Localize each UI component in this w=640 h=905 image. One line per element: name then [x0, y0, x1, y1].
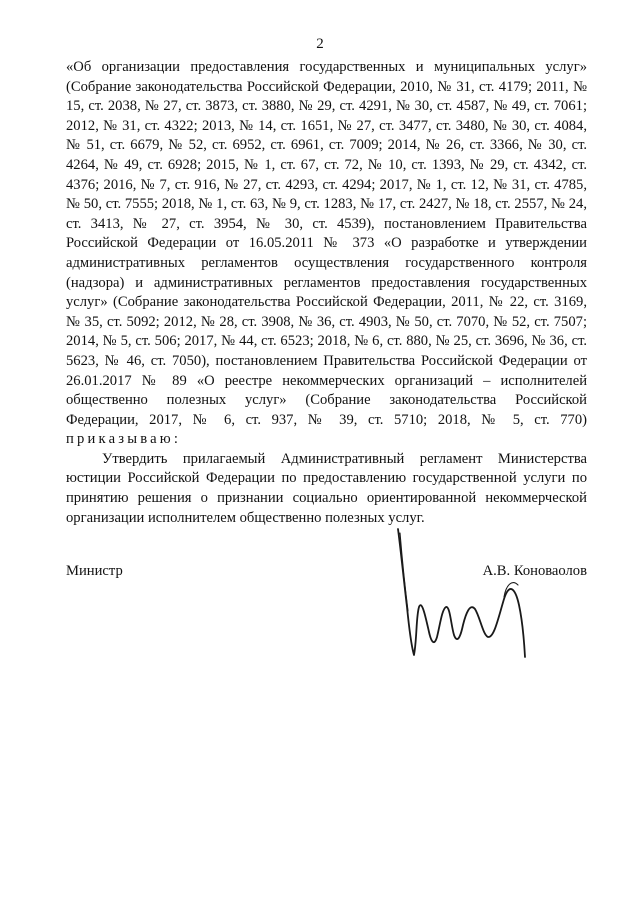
document-body: [66, 58, 587, 528]
signatory-name: А.В. Коноваолов: [482, 563, 587, 579]
legal-references-paragraph: [66, 58, 587, 450]
approval-paragraph: Утвердить прилагаемый Административный регламент Министерства юстиции Российской Федерации по предоставлению государственной услуги по принятию решения о признании социально ориентированной некоммерческой организации исполнителем общественно полезных услуг.: [66, 450, 587, 526]
page-number: 2: [316, 36, 324, 52]
signatory-title: Министр: [66, 563, 123, 579]
legal-references-text: «Об организации предоставления государственных и муниципальных услуг» (Собрание законодательства Российской Федерации, 2010, № 31, ст. 4179; 2011, № 15, ст. 2038, № 27, ст. 3873, ст. 3880, № 29, ст. 4291, № 30, ст. 4587, № 49, ст. 7061; 2012, № 31, ст. 4322; 2013, № 14, ст. 1651, № 27, ст. 3477, ст. 3480, № 30, ст. 4084, № 51, ст. 6679, № 52, ст. 6952, ст. 6961, ст. 7009; 2014, № 26, ст. 3366, № 30, ст. 4264, № 49, ст. 6928; 2015, № 1, ст. 67, ст. 72, № 10, ст. 1393, № 29, ст. 4342, ст. 4376; 2016, № 7, ст. 916, № 27, ст. 4293, ст. 4294; 2017, № 1, ст. 12, № 31, ст. 4785, № 50, ст. 7555; 2018, № 1, ст. 63, № 9, ст. 1283, № 17, ст. 2427, № 18, ст. 2557, № 24, ст. 3413, № 27, ст. 3954, № 30, ст. 4539), постановлением Правительства Российской Федерации от 16.05.2011 № 373 «О разработке и утверждении административных регламентов осуществления государственного контроля (надзора) и административных регламентов предоставления государственных услуг» (Собрание законодательства Российской Федерации, 2011, № 22, ст. 3169, № 35, ст. 5092; 2012, № 28, ст. 3908, № 36, ст. 4903, № 50, ст. 7070, № 52, ст. 7507; 2014, № 5, ст. 506; 2017, № 44, ст. 6523; 2018, № 6, ст. 880, № 25, ст. 3696, № 36, ст. 5623, № 46, ст. 7050), постановлением Правительства Российской Федерации от 26.01.2017 № 89 «О реестре некоммерческих организаций – исполнителей общественно полезных услуг» (Собрание законодательства Российской Федерации, 2017, № 6, ст. 937, № 39, ст. 5710; 2018, № 5, ст. 770): [66, 59, 587, 428]
handwritten-signature: [388, 527, 530, 677]
order-word: приказываю:: [66, 431, 182, 448]
